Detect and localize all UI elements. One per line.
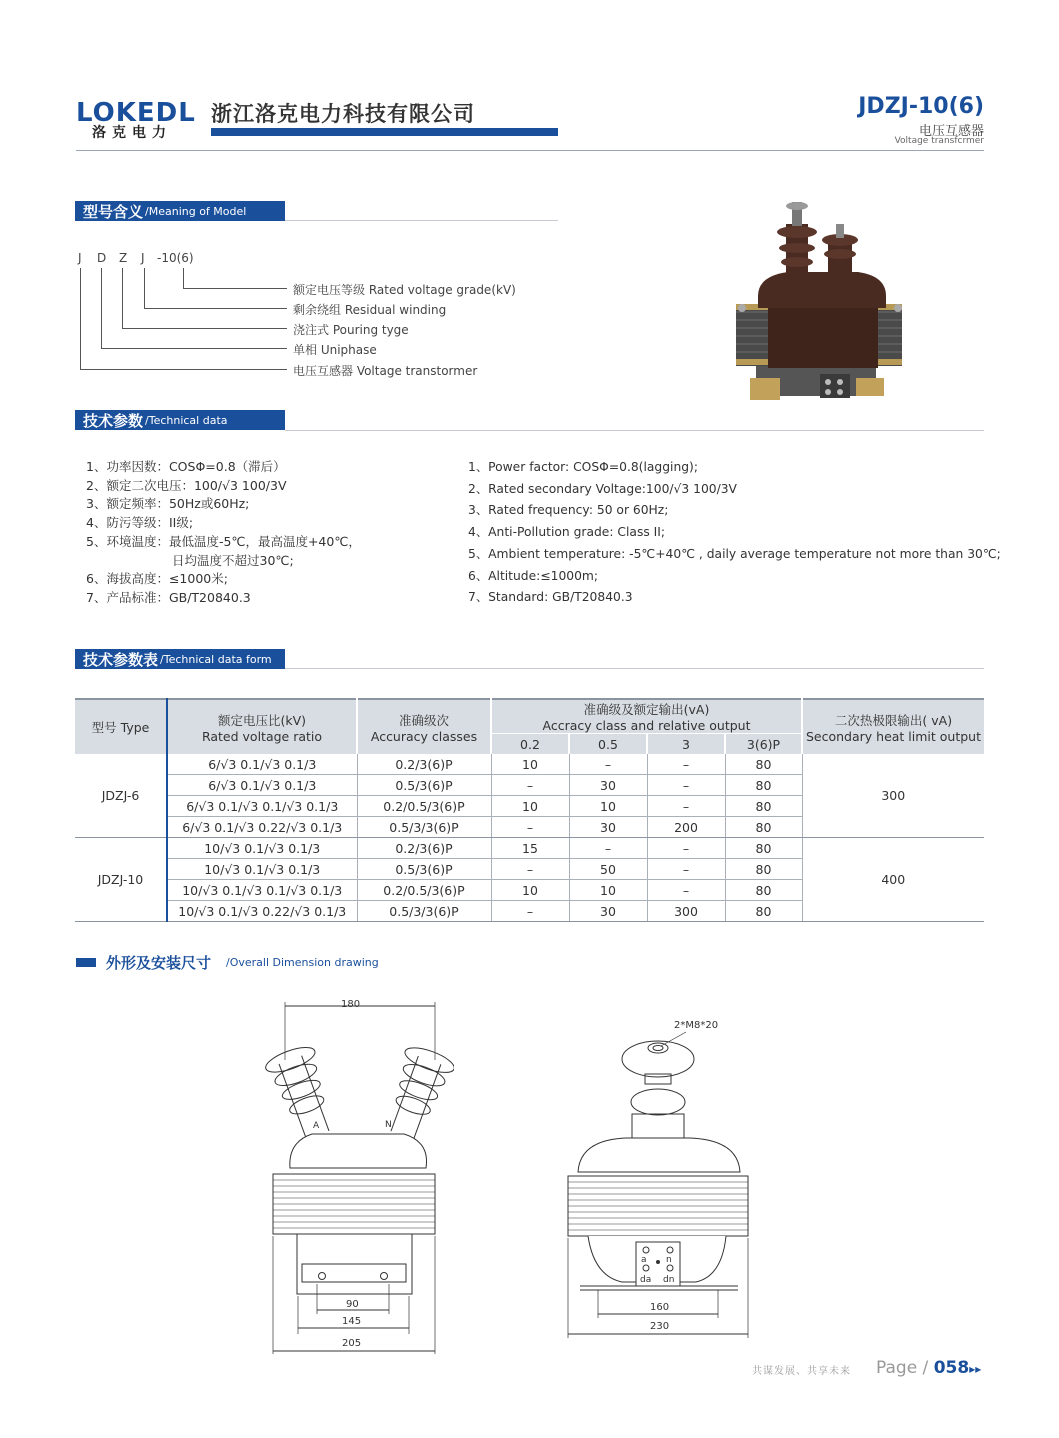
ratio-cell: 10/√3 0.1/√3 0.1/3 xyxy=(167,838,357,859)
output-cell: 30 xyxy=(569,775,647,796)
tech-item-cn: 日均温度不超过30℃; xyxy=(172,552,294,568)
tech-item-en: 4、Anti-Pollution grade: Class II; xyxy=(468,525,666,540)
product-model: JDZJ-10(6) xyxy=(858,94,984,119)
section-rule xyxy=(285,668,984,669)
header-limit-cn: 二次热极限输出( vA) xyxy=(834,712,953,728)
output-cell: 10 xyxy=(491,796,569,817)
header-divider xyxy=(76,150,984,151)
header-ratio-cn: 额定电压比(kV) xyxy=(217,712,307,728)
ratio-cell: 6/√3 0.1/√3 0.1/√3 0.1/3 xyxy=(167,796,357,817)
section-title-en: /Technical data xyxy=(145,413,228,427)
meaning-item: 浇注式 Pouring tyge xyxy=(293,323,409,337)
tech-item-en: 1、Power factor: COSΦ=0.8(lagging); xyxy=(468,460,698,474)
accuracy-cell: 0.2/0.5/3(6)P xyxy=(357,880,491,901)
model-code-suffix: -10(6) xyxy=(157,251,194,265)
output-cell: 80 xyxy=(725,775,802,796)
type-cell: JDZJ-6 xyxy=(75,754,167,838)
tech-item-en: 2、Rated secondary Voltage:100/√3 100/3V xyxy=(468,481,737,496)
tech-item-en: 5、Ambient temperature: -5℃+40℃ , daily average temperature not more than 30℃; xyxy=(468,546,1001,561)
dim-230: 230 xyxy=(650,1321,670,1332)
output-cell: – xyxy=(647,775,725,796)
header-type: 型号 Type xyxy=(75,699,167,754)
accuracy-cell: 0.5/3/3(6)P xyxy=(357,817,491,838)
accuracy-cell: 0.2/3(6)P xyxy=(357,754,491,775)
output-cell: 80 xyxy=(725,901,802,922)
section-title-cn: 外形及安装尺寸 xyxy=(106,954,212,972)
section-title-en: /Meaning of Model xyxy=(145,204,247,218)
tech-item-cn: 2、额定二次电压：100/√3 100/3V xyxy=(86,477,287,493)
limit-cell: 400 xyxy=(802,838,984,922)
output-cell: 10 xyxy=(569,796,647,817)
section-rule xyxy=(285,220,558,221)
accuracy-cell: 0.5/3(6)P xyxy=(357,775,491,796)
accuracy-cell: 0.2/3(6)P xyxy=(357,838,491,859)
tech-list-en xyxy=(468,457,1001,609)
section-title-cn: 技术参数表 xyxy=(83,650,159,669)
tech-item-cn: 3、额定频率：50Hz或60Hz; xyxy=(86,496,250,512)
section-rule xyxy=(285,430,984,431)
accuracy-cell: 0.5/3(6)P xyxy=(357,859,491,880)
model-code-letter: J xyxy=(141,251,145,265)
output-cell: 80 xyxy=(725,796,802,817)
header-sub: 0.5 xyxy=(569,734,647,755)
tech-item-en: 7、Standard: GB/T20840.3 xyxy=(468,590,633,605)
section-title-tech xyxy=(75,410,285,430)
product-name-en: Voltage transfcrmer xyxy=(894,136,984,146)
terminal-a: a xyxy=(641,1255,647,1265)
output-cell: 30 xyxy=(569,901,647,922)
model-code-letter: Z xyxy=(119,251,128,265)
product-name-cn: 电压互感器 xyxy=(918,124,984,139)
tech-item-en: 6、Altitude:≤1000m; xyxy=(468,568,599,583)
output-cell: – xyxy=(491,817,569,838)
output-cell: 80 xyxy=(725,754,802,775)
spec-table xyxy=(75,698,984,922)
header-limit xyxy=(802,699,984,754)
header-accuracy-en: Accuracy classes xyxy=(370,728,478,744)
output-cell: 200 xyxy=(647,817,725,838)
section-title-meaning xyxy=(75,201,285,221)
output-cell: – xyxy=(647,838,725,859)
terminal-dn: dn xyxy=(663,1275,675,1285)
output-cell: 15 xyxy=(491,838,569,859)
section-title-en: /Overall Dimension drawing xyxy=(226,956,379,969)
output-cell: – xyxy=(569,754,647,775)
section-title-cn: 型号含义 xyxy=(83,202,144,221)
tech-item-cn: 4、防污等级：II级; xyxy=(86,515,194,531)
ratio-cell: 10/√3 0.1/√3 0.1/3 xyxy=(167,859,357,880)
front-view-drawing xyxy=(262,996,454,1356)
company-name: 浙江洛克电力科技有限公司 xyxy=(211,102,475,126)
output-cell: – xyxy=(647,754,725,775)
section-title-en: /Technical data form xyxy=(160,652,272,666)
output-cell: – xyxy=(647,880,725,901)
terminal-label-n: N xyxy=(385,1120,392,1130)
product-photo xyxy=(728,196,910,412)
dim-145: 145 xyxy=(342,1316,362,1327)
output-cell: – xyxy=(647,859,725,880)
page-num: 058 xyxy=(933,1358,970,1378)
ratio-cell: 10/√3 0.1/√3 0.1/√3 0.1/3 xyxy=(167,880,357,901)
terminal-da: da xyxy=(640,1275,652,1285)
accuracy-cell: 0.2/0.5/3(6)P xyxy=(357,796,491,817)
dim-205: 205 xyxy=(342,1338,362,1349)
output-cell: 10 xyxy=(569,880,647,901)
header-output-en: Accracy class and relative output xyxy=(542,718,751,733)
side-view-drawing xyxy=(566,1014,756,1344)
output-cell: 50 xyxy=(569,859,647,880)
output-cell: – xyxy=(647,796,725,817)
tech-list-cn xyxy=(86,458,446,608)
meaning-item: 单相 Uniphase xyxy=(293,343,377,357)
header-output-cn: 准确级及额定输出(vA) xyxy=(583,702,710,717)
company-underline xyxy=(211,128,558,136)
output-cell: – xyxy=(491,901,569,922)
ratio-cell: 6/√3 0.1/√3 0.1/3 xyxy=(167,775,357,796)
meaning-item: 电压互感器 Voltage transtormer xyxy=(293,364,478,378)
next-arrow-icon: ▸▸ xyxy=(969,1362,982,1376)
meaning-item: 剩余绕组 Residual winding xyxy=(293,303,447,317)
meaning-item: 额定电压等级 Rated voltage grade(kV) xyxy=(293,283,516,297)
output-cell: 10 xyxy=(491,754,569,775)
header-sub: 3 xyxy=(647,734,725,755)
header-sub: 0.2 xyxy=(491,734,569,755)
output-cell: 80 xyxy=(725,838,802,859)
tech-item-cn: 5、环境温度：最低温度-5℃，最高温度+40℃， xyxy=(86,533,361,549)
footer-slogan: 共谋发展、共享未来 xyxy=(752,1366,851,1377)
header-ratio-en: Rated voltage ratio xyxy=(201,728,323,744)
ratio-cell: 6/√3 0.1/√3 0.1/3 xyxy=(167,754,357,775)
dim-180: 180 xyxy=(341,999,361,1010)
output-cell: 80 xyxy=(725,880,802,901)
header-sub: 3(6)P xyxy=(725,734,802,755)
ratio-cell: 6/√3 0.1/√3 0.22/√3 0.1/3 xyxy=(167,817,357,838)
header-ratio xyxy=(167,699,357,754)
output-cell: 80 xyxy=(725,817,802,838)
section-title-cn: 技术参数 xyxy=(83,411,144,430)
logo-subtitle: 洛克电力 xyxy=(92,125,172,141)
page-label: Page / xyxy=(876,1358,934,1378)
section-title-form xyxy=(75,649,285,669)
tech-item-en: 3、Rated frequency: 50 or 60Hz; xyxy=(468,503,669,518)
table-row xyxy=(75,838,984,859)
dim-160: 160 xyxy=(650,1302,670,1313)
header-limit-en: Secondary heat limit output xyxy=(805,728,982,744)
ratio-cell: 10/√3 0.1/√3 0.22/√3 0.1/3 xyxy=(167,901,357,922)
header-accuracy xyxy=(357,699,491,754)
output-cell: 300 xyxy=(647,901,725,922)
type-cell: JDZJ-10 xyxy=(75,838,167,922)
logo: LOKEDL xyxy=(76,98,196,128)
output-cell: – xyxy=(491,859,569,880)
output-cell: 10 xyxy=(491,880,569,901)
header-accuracy-cn: 准确级次 xyxy=(398,712,449,728)
tech-item-cn: 7、产品标准：GB/T20840.3 xyxy=(86,589,251,605)
header-output xyxy=(491,699,802,734)
tech-item-cn: 6、海拔高度：≤1000米; xyxy=(86,571,228,587)
title-marker xyxy=(76,958,96,967)
tech-item-cn: 1、功率因数：COSΦ=0.8（滞后） xyxy=(86,459,286,474)
output-cell: 30 xyxy=(569,817,647,838)
output-cell: – xyxy=(491,775,569,796)
limit-cell: 300 xyxy=(802,754,984,838)
model-code-letter: D xyxy=(97,251,107,265)
terminal-label-a: A xyxy=(313,1121,320,1131)
dim-90: 90 xyxy=(346,1299,359,1310)
bolt-spec: 2*M8*20 xyxy=(674,1020,719,1031)
page-number xyxy=(876,1358,981,1378)
accuracy-cell: 0.5/3/3(6)P xyxy=(357,901,491,922)
output-cell: 80 xyxy=(725,859,802,880)
table-row xyxy=(75,754,984,775)
output-cell: – xyxy=(569,838,647,859)
terminal-n: n xyxy=(666,1255,672,1265)
model-code-letter: J xyxy=(78,251,82,265)
